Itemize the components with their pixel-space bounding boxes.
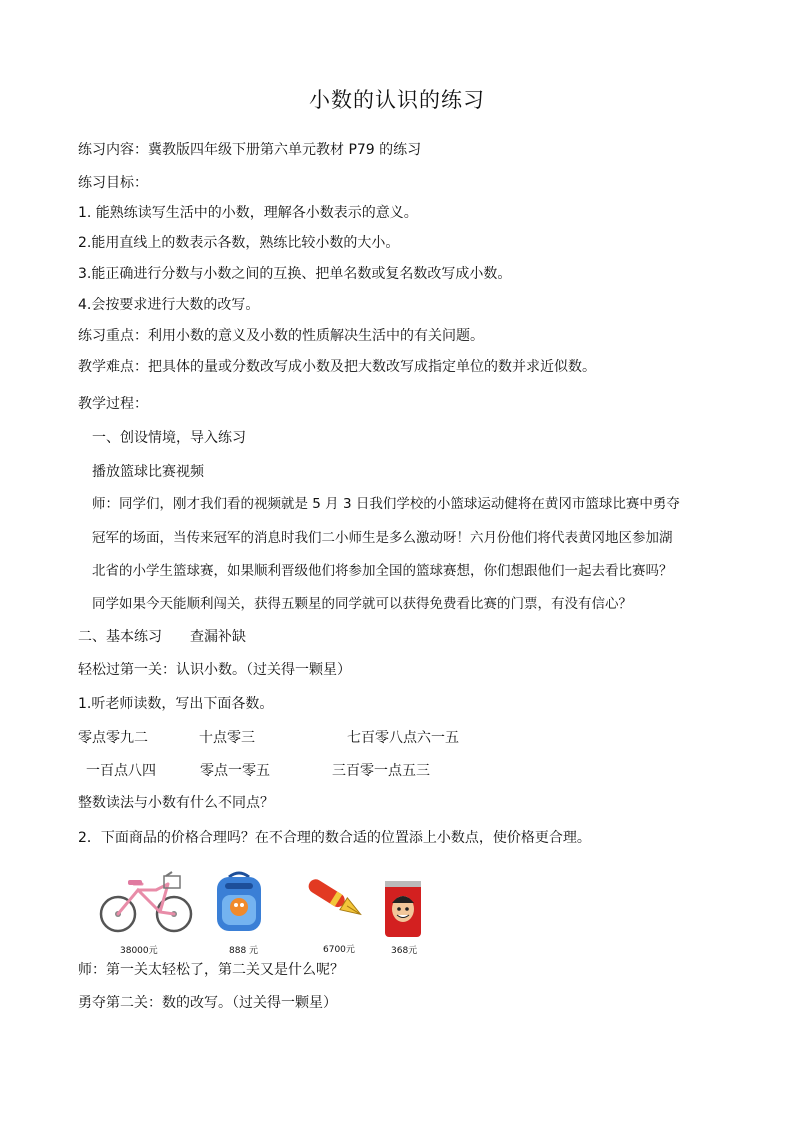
question-one: 1.听老师读数，写出下面各数。 [78, 696, 274, 712]
number-word: 十点零三 [199, 730, 255, 746]
level-one-heading: 轻松过第一关：认识小数。（过关得一颗星） [78, 662, 351, 678]
number-word: 三百零一点五三 [332, 763, 430, 779]
number-word: 七百零八点六一五 [347, 730, 459, 746]
price-label: 888 元 [229, 946, 259, 956]
goal-item: 2.能用直线上的数表示各数，熟练比较小数的大小。 [78, 235, 400, 251]
level-two-heading: 勇夺第二关：数的改写。（过关得一颗星） [78, 995, 337, 1011]
teacher-speech-line: 同学如果今天能顺利闯关，获得五颗星的同学就可以获得免费看比赛的门票，有没有信心？ [92, 596, 632, 612]
play-video-line: 播放篮球比赛视频 [92, 464, 204, 480]
page-title: 小数的认识的练习 [309, 88, 485, 112]
teacher-speech-line: 北省的小学生篮球赛，如果顺利晋级他们将参加全国的篮球赛想，你们想跟他们一起去看比赛吗？ [92, 563, 673, 579]
goal-item: 4.会按要求进行大数的改写。 [78, 297, 260, 313]
number-word: 零点零九二 [78, 730, 148, 746]
backpack-icon [213, 869, 265, 935]
price-label: 368元 [391, 946, 418, 956]
goal-item: 1. 能熟练读写生活中的小数，理解各小数表示的意义。 [78, 205, 418, 221]
question-two: 2．下面商品的价格合理吗？在不合理的数合适的位置添上小数点，使价格更合理。 [78, 830, 591, 846]
goal-item: 3.能正确进行分数与小数之间的互换、把单名数或复名数改写成小数。 [78, 266, 512, 282]
section-two-heading: 二、基本练习 查漏补缺 [78, 629, 246, 645]
section-one-heading: 一、创设情境，导入练习 [92, 430, 246, 446]
compare-question: 整数读法与小数有什么不同点？ [78, 795, 274, 811]
goal-header: 练习目标： [78, 175, 148, 191]
practice-content: 练习内容：冀教版四年级下册第六单元教材 P79 的练习 [78, 142, 422, 158]
teacher-speech-line: 师：第一关太轻松了，第二关又是什么呢？ [78, 962, 344, 978]
number-word: 零点一零五 [200, 763, 270, 779]
price-label: 6700元 [323, 945, 355, 955]
can-icon [383, 879, 423, 939]
key-point: 练习重点：利用小数的意义及小数的性质解决生活中的有关问题。 [78, 328, 484, 344]
teacher-speech-line: 师：同学们，刚才我们看的视频就是 5 月 3 日我们学校的小篮球运动健将在黄冈市篮球比赛中勇夺 [92, 496, 680, 512]
price-label: 38000元 [120, 946, 158, 956]
process-header: 教学过程： [78, 396, 148, 412]
teacher-speech-line: 冠军的场面，当传来冠军的消息时我们二小师生是多么激动呀！六月份他们将代表黄冈地区参加湖 [92, 530, 673, 546]
difficulty: 教学难点：把具体的量或分数改写成小数及把大数改写成指定单位的数并求近似数。 [78, 359, 596, 375]
pen-icon [303, 876, 369, 922]
bicycle-icon [98, 870, 194, 936]
number-word: 一百点八四 [86, 763, 156, 779]
